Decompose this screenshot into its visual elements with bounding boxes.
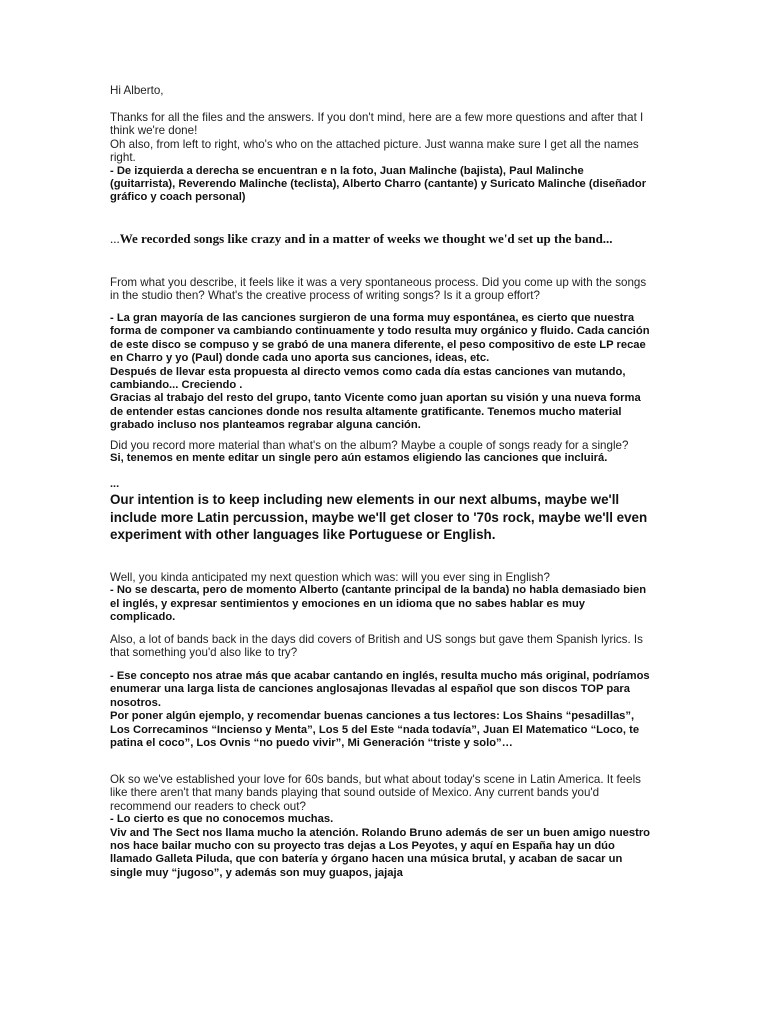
question-scene: Ok so we've established your love for 60s bands, but what about today's scene in Latin America. It feels like there aren't that many bands playing that sound outside of Mexico. Any current bands you'd recommend our readers to check out?: [110, 773, 641, 813]
material-exchange: [110, 439, 650, 466]
greeting: Hi Alberto,: [110, 84, 164, 97]
question-english: Well, you kinda anticipated my next question which was: will you ever sing in English?: [110, 571, 550, 584]
question-covers: Also, a lot of bands back in the days did covers of British and US songs but gave them Spanish lyrics. Is that something you'd also like to try?: [110, 633, 643, 660]
intro-line-1: Thanks for all the files and the answers. If you don't mind, here are a few more questions and after that I think we're done!: [110, 111, 644, 138]
intro-line-2: Oh also, from left to right, who's who on the attached picture. Just wanna make sure I get all the names right.: [110, 137, 639, 165]
answer-process-p3: Gracias al trabajo del resto del grupo, tanto Vicente como juan aportan su visión y una nueva forma de entender estas canciones donde nos resulta altamente gratificante. Tenemos mucho material grabado incluso nos planteamos regrabar alguna canción.: [110, 392, 641, 432]
answer-covers-p2: Por poner algún ejemplo, y recomendar buenas canciones a tus lectores: Los Shains “pesadillas”, Los Correcaminos “Incienso y Menta”, Los 5 del Este “nada todavía”, Juan El Matematico “Loco, te patina el coco”, Los Ovnis “no puedo vivir”, Mi Generación “triste y solo”…: [110, 710, 640, 750]
answer-material: Si, tenemos en mente editar un single pero aún estamos eligiendo las canciones que incluirá.: [110, 452, 608, 465]
answer-covers-p1: - Ese concepto nos atrae más que acabar cantando en inglés, resulta mucho más original, podríamos enumerar una larga lista de canciones anglosajonas llevadas al español que son discos TOP para nosotros.: [110, 670, 650, 709]
pull-quote-band: [110, 231, 650, 247]
question-material: Did you record more material than what's on the album? Maybe a couple of songs ready for a single?: [110, 439, 629, 452]
answer-process-p1: - La gran mayoría de las canciones surgieron de una forma muy espontánea, es cierto que nuestra forma de componer va cambiando continuamente y todo resulta muy orgánico y fluido. Cada canción de este disco se compuso y se grabó de una manera diferente, el peso compositivo de este LP recae en Charro y yo (Paul) donde cada uno aporta sus canciones, ideas, etc.: [110, 312, 650, 365]
scene-exchange: [110, 773, 650, 880]
intro-paragraph: [110, 111, 650, 205]
pull-quote-text: We recorded songs like crazy and in a matter of weeks we thought we'd set up the band...: [119, 231, 613, 246]
pull-quote-intention: Our intention is to keep including new elements in our next albums, maybe we'll include more Latin percussion, maybe we'll get closer to '70s rock, maybe we'll even experiment with other languages like Portuguese or English.: [110, 492, 648, 543]
ellipsis: ...: [110, 478, 120, 490]
answer-scene-p2: Viv and The Sect nos llama mucho la atención. Rolando Bruno además de ser un buen amigo nuestro nos hace bailar mucho con su proyecto tras dejas a Los Peyotes, y aquí en España hay un dúo llamado Galleta Piluda, que con batería y órgano hacen una música brutal, y acaban de sacar un single muy “jugoso”, y además son muy guapos, jajaja: [110, 826, 651, 879]
answer-covers: [110, 670, 650, 750]
answer-english: - No se descarta, pero de momento Alberto (cantante principal de la banda) no habla demasiado bien el inglés, y expresar sentimientos y emociones en un idioma que no sabes hablar es muy complicado.: [110, 584, 647, 624]
answer-scene-p1: - Lo cierto es que no conocemos muchas.: [110, 813, 334, 826]
question-process: From what you describe, it feels like it was a very spontaneous process. Did you come up with the songs in the studio then? What's the creative process of writing songs? Is it a group effort?: [110, 276, 647, 303]
english-exchange: [110, 571, 650, 625]
pull-quote-lead: ...: [110, 231, 120, 246]
answer-process: [110, 312, 650, 433]
answer-photo: - De izquierda a derecha se encuentran e n la foto, Juan Malinche (bajista), Paul Malinche (guitarrista), Reverendo Malinche (teclista), Alberto Charro (cantante) y Suricato Malinche (diseñador gráfico y coach personal): [110, 164, 647, 204]
answer-process-p2: Después de llevar esta propuesta al directo vemos como cada día estas canciones van mutando, cambiando... Creciendo .: [110, 365, 626, 392]
